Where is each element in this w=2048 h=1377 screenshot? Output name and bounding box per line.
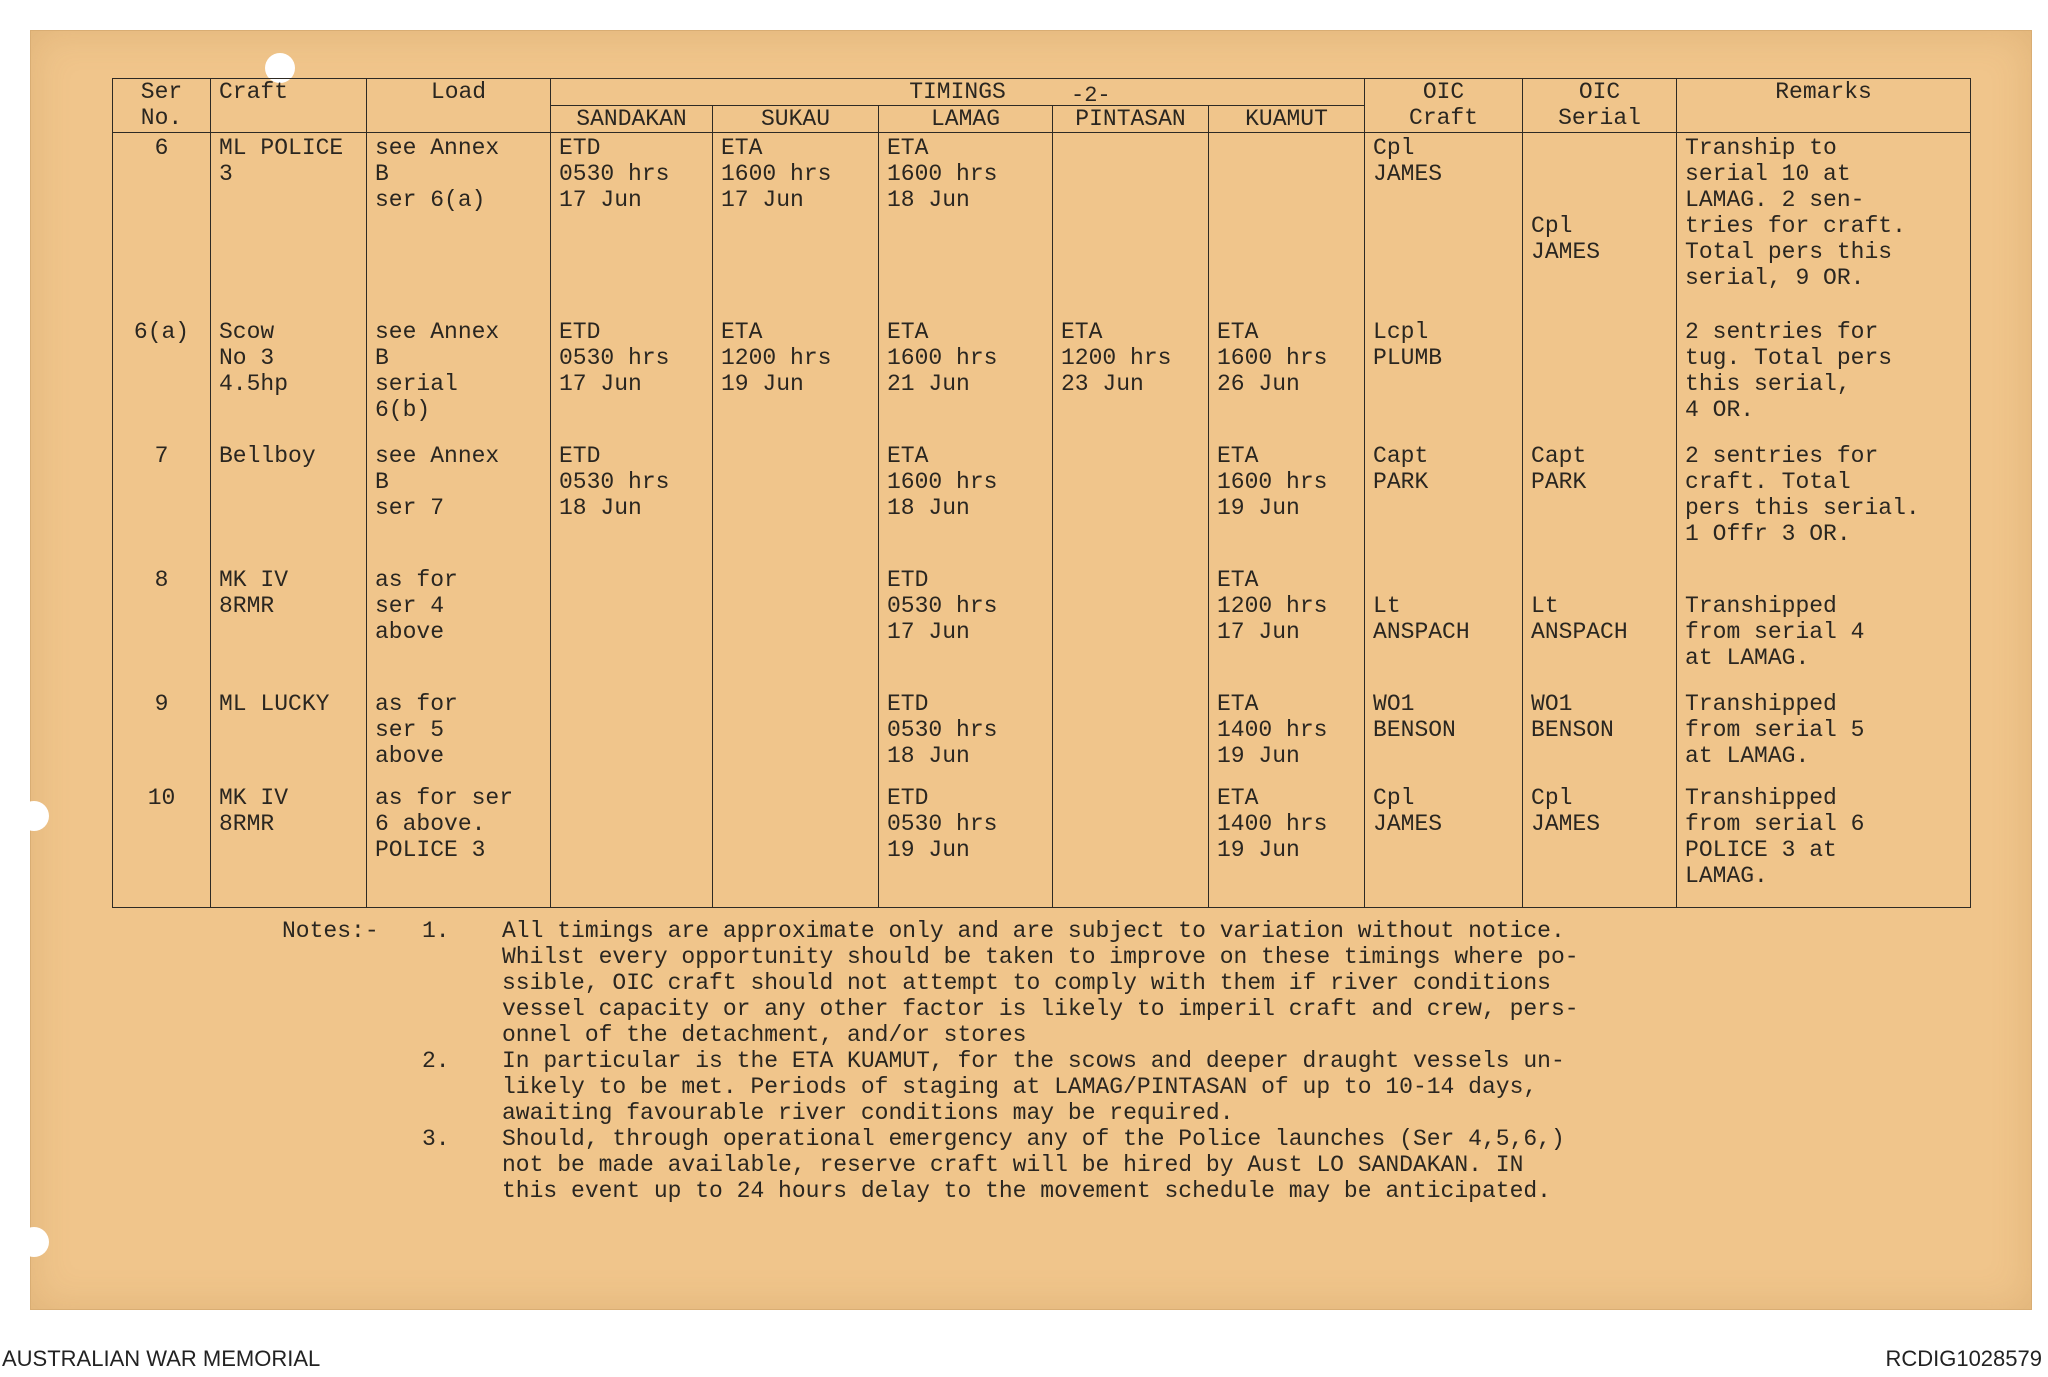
- archive-credit: AUSTRALIAN WAR MEMORIAL: [2, 1346, 321, 1371]
- cell-oic-craft: Lcpl PLUMB: [1365, 317, 1523, 441]
- header-sandakan: SANDAKAN: [551, 106, 713, 133]
- table-row: [113, 689, 1971, 783]
- cell-ser: 6(a): [113, 317, 211, 441]
- cell-oic-craft: Cpl JAMES: [1365, 783, 1523, 908]
- cell-craft: MK IV 8RMR: [211, 783, 367, 908]
- cell-load: as for ser 4 above: [367, 565, 551, 689]
- header-sukau: SUKAU: [713, 106, 879, 133]
- cell-oic-serial: WO1 BENSON: [1523, 689, 1677, 783]
- cell-oic-craft: WO1 BENSON: [1365, 689, 1523, 783]
- cell-oic-craft: Capt PARK: [1365, 441, 1523, 565]
- cell-ser: 8: [113, 565, 211, 689]
- cell-sandakan: [551, 783, 713, 908]
- cell-load: see Annex B ser 6(a): [367, 133, 551, 317]
- cell-load: as for ser 6 above. POLICE 3: [367, 783, 551, 908]
- cell-ser: 6: [113, 133, 211, 317]
- table-row: [113, 133, 1971, 317]
- table-row: [113, 783, 1971, 908]
- header-remarks: Remarks: [1677, 79, 1971, 133]
- cell-sandakan: ETD 0530 hrs 17 Jun: [551, 133, 713, 317]
- cell-kuamut: ETA 1600 hrs 19 Jun: [1209, 441, 1365, 565]
- cell-lamag: ETD 0530 hrs 18 Jun: [879, 689, 1053, 783]
- cell-pintasan: [1053, 133, 1209, 317]
- cell-lamag: ETA 1600 hrs 21 Jun: [879, 317, 1053, 441]
- movement-schedule-table: [112, 78, 1971, 908]
- table-row: [113, 441, 1971, 565]
- cell-load: as for ser 5 above: [367, 689, 551, 783]
- cell-remarks: Transhipped from serial 5 at LAMAG.: [1677, 689, 1971, 783]
- cell-sandakan: ETD 0530 hrs 17 Jun: [551, 317, 713, 441]
- cell-craft: MK IV 8RMR: [211, 565, 367, 689]
- header-oic-serial: OIC Serial: [1523, 79, 1677, 133]
- note-number: 3.: [422, 1126, 450, 1152]
- cell-sandakan: ETD 0530 hrs 18 Jun: [551, 441, 713, 565]
- note-item: [422, 1048, 1682, 1126]
- cell-ser: 7: [113, 441, 211, 565]
- cell-craft: Bellboy: [211, 441, 367, 565]
- header-kuamut: KUAMUT: [1209, 106, 1365, 133]
- note-item: [422, 918, 1682, 1048]
- note-number: 2.: [422, 1048, 450, 1074]
- cell-pintasan: [1053, 783, 1209, 908]
- cell-ser: 10: [113, 783, 211, 908]
- header-timings: TIMINGS: [551, 79, 1365, 106]
- note-text: All timings are approximate only and are subject to variation without notice. Whilst every opportunity should be taken to improve on these timings where po- ssible, OIC craft should not attempt to comply with them if river conditions vessel capacity or any other factor is likely to imperil craft and crew, pers- onnel of the detachment, and/or stores: [502, 918, 1579, 1048]
- note-text: In particular is the ETA KUAMUT, for the scows and deeper draught vessels un- likely to be met. Periods of staging at LAMAG/PINTASAN of up to 10-14 days, awaiting favourable river conditions may be required.: [502, 1048, 1565, 1126]
- cell-craft: ML POLICE 3: [211, 133, 367, 317]
- cell-sukau: [713, 689, 879, 783]
- cell-pintasan: [1053, 441, 1209, 565]
- header-ser-no: Ser No.: [113, 79, 211, 133]
- table-row: [113, 317, 1971, 441]
- cell-sandakan: [551, 689, 713, 783]
- cell-remarks: Transhipped from serial 6 POLICE 3 at LAMAG.: [1677, 783, 1971, 908]
- cell-lamag: ETD 0530 hrs 17 Jun: [879, 565, 1053, 689]
- cell-kuamut: [1209, 133, 1365, 317]
- note-number: 1.: [422, 918, 450, 944]
- cell-remarks: 2 sentries for craft. Total pers this serial. 1 Offr 3 OR.: [1677, 441, 1971, 565]
- cell-sukau: ETA 1600 hrs 17 Jun: [713, 133, 879, 317]
- notes-label: Notes:-: [282, 918, 379, 944]
- cell-sukau: [713, 441, 879, 565]
- header-load: Load: [367, 79, 551, 133]
- cell-kuamut: ETA 1200 hrs 17 Jun: [1209, 565, 1365, 689]
- cell-kuamut: ETA 1600 hrs 26 Jun: [1209, 317, 1365, 441]
- table-row: [113, 565, 1971, 689]
- cell-kuamut: ETA 1400 hrs 19 Jun: [1209, 689, 1365, 783]
- cell-load: see Annex B ser 7: [367, 441, 551, 565]
- note-text: Should, through operational emergency any of the Police launches (Ser 4,5,6,) not be made available, reserve craft will be hired by Aust LO SANDAKAN. IN this event up to 24 hours delay to the movement schedule may be anticipated.: [502, 1126, 1565, 1204]
- cell-pintasan: [1053, 565, 1209, 689]
- header-craft: Craft: [211, 79, 367, 133]
- cell-pintasan: ETA 1200 hrs 23 Jun: [1053, 317, 1209, 441]
- cell-oic-craft: Lt ANSPACH: [1365, 565, 1523, 689]
- cell-craft: ML LUCKY: [211, 689, 367, 783]
- cell-load: see Annex B serial 6(b): [367, 317, 551, 441]
- header-lamag: LAMAG: [879, 106, 1053, 133]
- cell-ser: 9: [113, 689, 211, 783]
- cell-oic-serial: Capt PARK: [1523, 441, 1677, 565]
- cell-sandakan: [551, 565, 713, 689]
- cell-sukau: [713, 783, 879, 908]
- cell-oic-craft: Cpl JAMES: [1365, 133, 1523, 317]
- header-pintasan: PINTASAN: [1053, 106, 1209, 133]
- cell-oic-serial: Cpl JAMES: [1523, 133, 1677, 317]
- cell-remarks: Tranship to serial 10 at LAMAG. 2 sen- tries for craft. Total pers this serial, 9 OR.: [1677, 133, 1971, 317]
- cell-craft: Scow No 3 4.5hp: [211, 317, 367, 441]
- cell-kuamut: ETA 1400 hrs 19 Jun: [1209, 783, 1365, 908]
- cell-lamag: ETA 1600 hrs 18 Jun: [879, 133, 1053, 317]
- cell-remarks: Transhipped from serial 4 at LAMAG.: [1677, 565, 1971, 689]
- header-oic-craft: OIC Craft: [1365, 79, 1523, 133]
- punch-hole: [19, 801, 49, 831]
- cell-lamag: ETA 1600 hrs 18 Jun: [879, 441, 1053, 565]
- cell-sukau: ETA 1200 hrs 19 Jun: [713, 317, 879, 441]
- cell-sukau: [713, 565, 879, 689]
- cell-oic-serial: Lt ANSPACH: [1523, 565, 1677, 689]
- cell-oic-serial: Cpl JAMES: [1523, 783, 1677, 908]
- cell-lamag: ETD 0530 hrs 19 Jun: [879, 783, 1053, 908]
- cell-oic-serial: [1523, 317, 1677, 441]
- cell-remarks: 2 sentries for tug. Total pers this serial, 4 OR.: [1677, 317, 1971, 441]
- note-item: [422, 1126, 1682, 1204]
- page-number: -2-: [1071, 83, 1111, 108]
- cell-pintasan: [1053, 689, 1209, 783]
- punch-hole: [19, 1227, 49, 1257]
- archive-id: RCDIG1028579: [1885, 1346, 2042, 1371]
